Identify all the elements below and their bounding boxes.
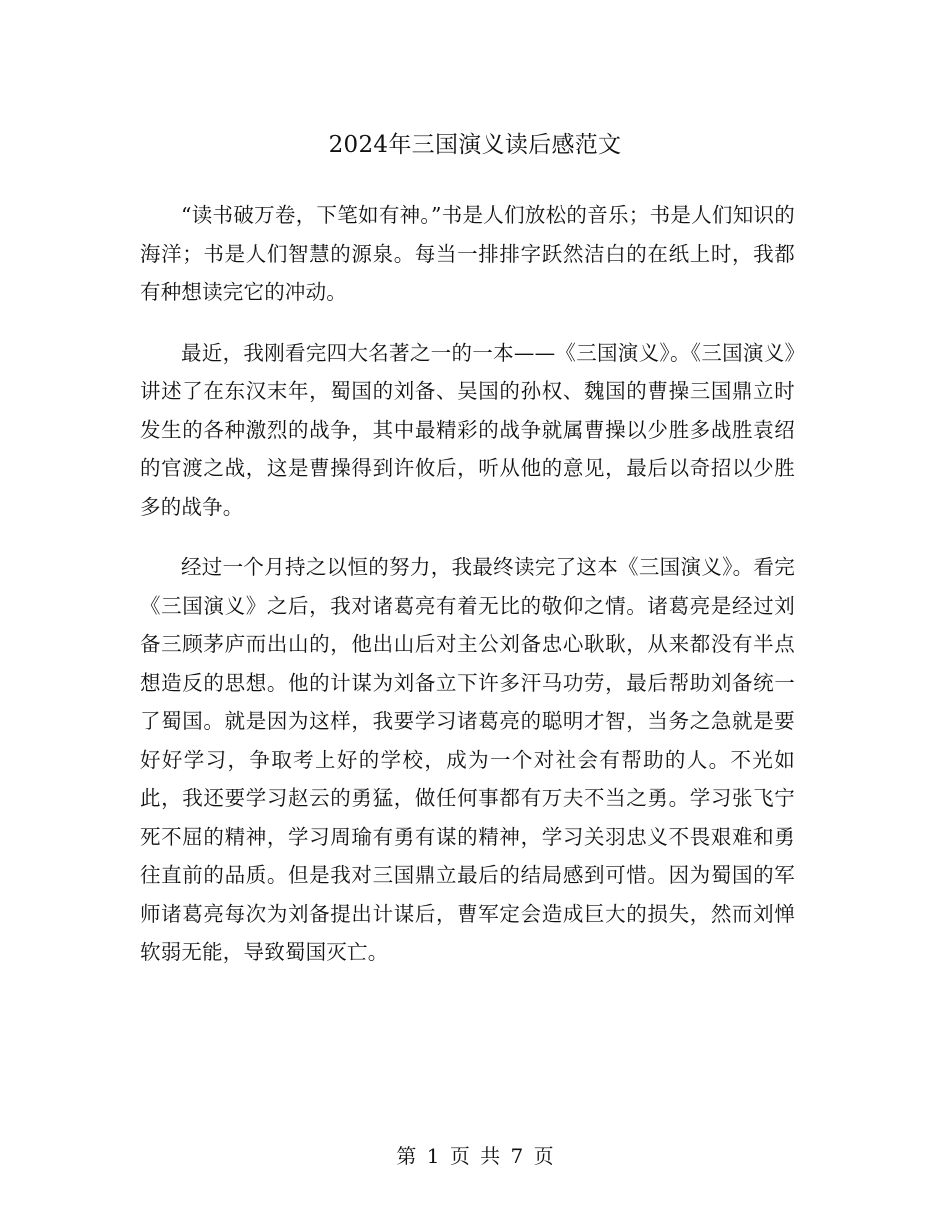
paragraph-3: 经过一个月持之以恒的努力，我最终读完了这本《三国演义》。看完《三国演义》之后，我对诸葛亮有着无比的敬仰之情。诸葛亮是经过刘备三顾茅庐而出山的，他出山后对主公刘备忠心耿耿，从来都没有半点想造反的思想。他的计谋为刘备立下许多汗马功劳，最后帮助刘备统一了蜀国。就是因为这样，我要学习诸葛亮的聪明才智，当务之急就是要好好学习，争取考上好的学校，成为一个对社会有帮助的人。不光如此，我还要学习赵云的勇猛，做任何事都有万夫不当之勇。学习张飞宁死不屈的精神，学习周瑜有勇有谋的精神，学习关羽忠义不畏艰难和勇往直前的品质。但是我对三国鼎立最后的结局感到可惜。因为蜀国的军师诸葛亮每次为刘备提出计谋后，曹军定会造成巨大的损失，然而刘惮软弱无能，导致蜀国灭亡。 xyxy=(140,555,795,964)
paragraph-2: 最近，我刚看完四大名著之一的一本——《三国演义》。《三国演义》讲述了在东汉末年，蜀国的刘备、吴国的孙权、魏国的曹操三国鼎立时发生的各种激烈的战争，其中最精彩的战争就属曹操以少胜多战胜袁绍的官渡之战，这是曹操得到许攸后，听从他的意见，最后以奇招以少胜多的战争。 xyxy=(140,340,795,519)
document-title: 2024年三国演义读后感范文 xyxy=(328,132,622,158)
document-body xyxy=(140,196,795,994)
page-footer: 第 1 页 共 7 页 xyxy=(396,1144,554,1168)
paragraph-1: “读书破万卷，下笔如有神。”书是人们放松的音乐；书是人们知识的海洋；书是人们智慧的源泉。每当一排排字跃然洁白的在纸上时，我都有种想读完它的冲动。 xyxy=(140,203,795,304)
